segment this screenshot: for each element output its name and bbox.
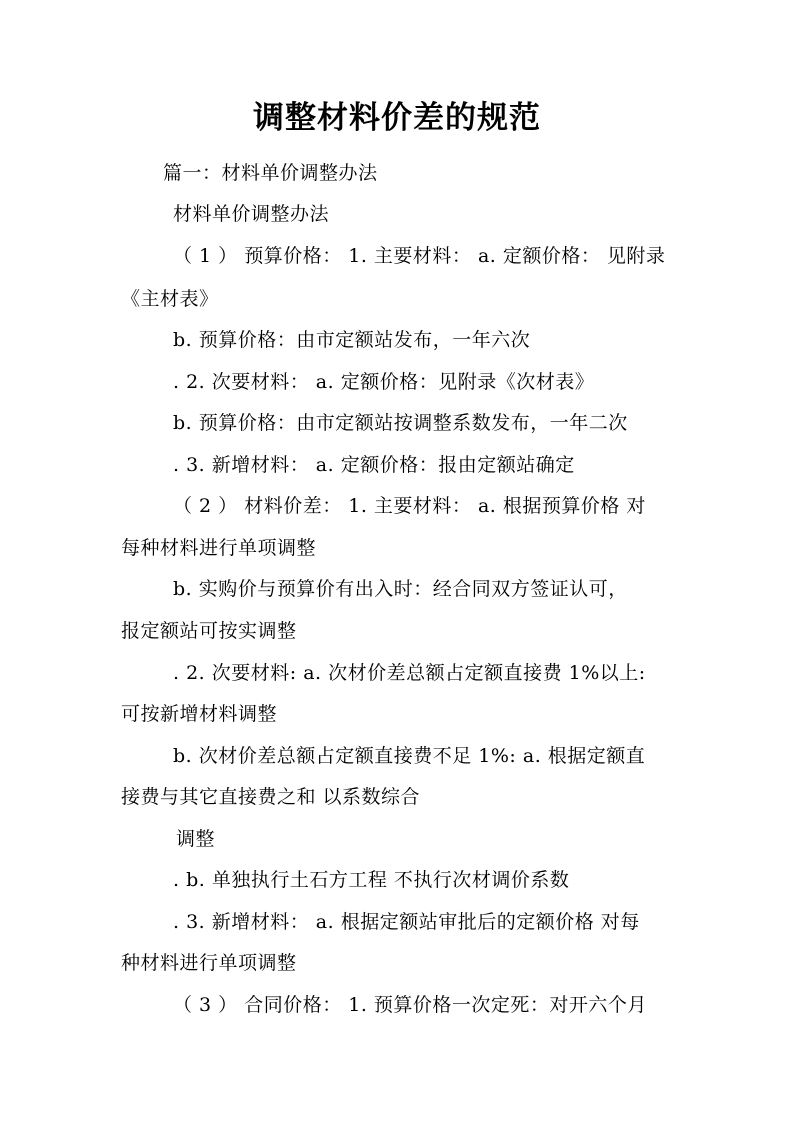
- body-line: 《主材表》: [121, 288, 219, 310]
- body-line: 材料单价调整办法: [173, 203, 330, 225]
- body-line: . b. 单独执行土石方工程 不执行次材调价系数: [173, 869, 570, 891]
- body-line: 报定额站可按实调整: [121, 620, 297, 642]
- body-line: 种材料进行单项调整: [121, 952, 297, 974]
- body-line: b. 预算价格：由市定额站按调整系数发布，一年二次: [173, 412, 628, 434]
- body-line: （ 1 ） 预算价格： 1. 主要材料： a. 定额价格： 见附录: [173, 245, 666, 267]
- body-line: （ 2 ） 材料价差： 1. 主要材料： a. 根据预算价格 对: [173, 495, 646, 517]
- body-line: b. 实购价与预算价有出入时：经合同双方签证认可，: [173, 578, 628, 600]
- body-line: 调整: [176, 828, 216, 850]
- body-line: （ 3 ） 合同价格： 1. 预算价格一次定死：对开六个月: [173, 994, 647, 1016]
- document-title: 调整材料价差的规范: [253, 100, 541, 136]
- body-line: . 3. 新增材料： a. 定额价格：报由定额站确定: [173, 454, 575, 476]
- body-line: 可按新增材料调整: [121, 703, 278, 725]
- body-line: . 2. 次要材料： a. 定额价格：见附录《次材表》: [173, 371, 595, 393]
- body-line: 每种材料进行单项调整: [121, 537, 317, 559]
- body-line: 接费与其它直接费之和 以系数综合: [121, 786, 421, 808]
- body-line: b. 次材价差总额占定额直接费不足 1%: a. 根据定额直: [173, 745, 646, 767]
- body-line: . 3. 新增材料： a. 根据定额站审批后的定额价格 对每: [173, 911, 640, 933]
- body-line: . 2. 次要材料: a. 次材价差总额占定额直接费 1%以上:: [173, 662, 646, 684]
- body-line: b. 预算价格：由市定额站发布，一年六次: [173, 329, 531, 351]
- section-heading: 篇一：材料单价调整办法: [163, 162, 378, 184]
